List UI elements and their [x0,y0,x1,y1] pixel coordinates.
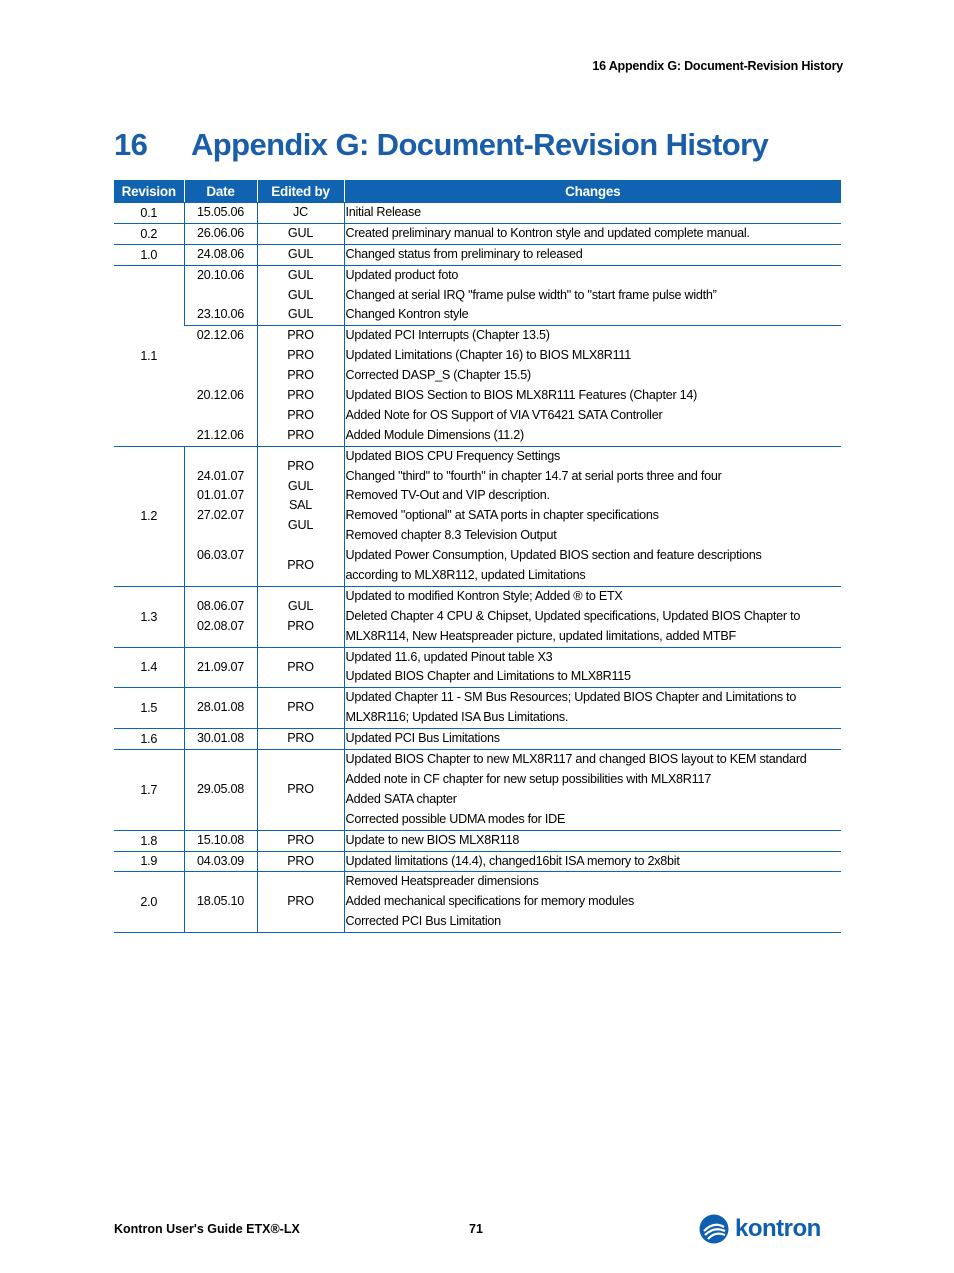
changes-cell [344,223,841,244]
changes-cell [344,688,841,729]
date-cell-line: 21.09.07 [196,659,245,674]
changes-cell [344,244,841,265]
editor-cell-line: GUL [287,246,314,261]
changes-cell-line: Added Note for OS Support of VIA VT6421 SATA Controller [345,407,663,422]
table-body [114,203,841,933]
table-row [114,830,841,851]
changes-cell-line: Updated BIOS Chapter to new MLX8R117 and changed BIOS layout to KEM standard [345,752,807,767]
changes-cell-line: Updated BIOS Chapter and Limitations to MLX8R115 [345,669,631,684]
page-title [114,127,768,163]
changes-cell-line: Added SATA chapter [345,791,457,806]
changes-cell-line: Changed Kontron style [345,307,469,322]
date-cell-line: 24.01.07 [196,468,245,483]
editor-cell [257,872,344,933]
changes-cell-line: Removed TV-Out and VIP description. [345,488,550,503]
changes-cell-line: according to MLX8R112, updated Limitations [345,568,586,583]
changes-cell-line: Updated 11.6, updated Pinout table X3 [345,649,553,664]
date-cell-line [185,286,257,306]
changes-cell [344,851,841,872]
date-cell-line [184,366,257,386]
revision-cell: 1.9 [114,851,184,872]
editor-cell-line: PRO [287,781,314,796]
table-row [114,326,841,446]
editor-cell-line: PRO [287,328,314,343]
editor-cell [257,265,344,326]
revision-cell: 1.2 [114,446,184,586]
date-cell [184,326,257,446]
table-row [114,750,841,831]
date-cell [184,203,257,224]
changes-cell-line: Updated PCI Bus Limitations [345,731,500,746]
editor-cell [257,326,344,446]
editor-cell-line: GUL [287,307,314,322]
page-number: 71 [469,1222,483,1236]
editor-cell-line: GUL [287,287,314,302]
changes-cell-line: Added mechanical specifications for memory modules [345,894,634,909]
changes-cell-line: Updated Power Consumption, Updated BIOS section and feature descriptions [345,548,762,563]
footer-doc-title: Kontron User's Guide ETX®-LX [114,1222,300,1236]
revision-cell: 0.1 [114,203,184,224]
date-cell-line: 01.01.07 [196,488,245,503]
editor-cell-line: PRO [287,388,314,403]
table-row [114,265,841,326]
revision-cell: 1.0 [114,244,184,265]
editor-cell-line: PRO [287,731,314,746]
date-cell-line: 08.06.07 [196,598,245,613]
table-row [114,872,841,933]
editor-cell-line: PRO [287,558,314,573]
editor-cell [257,830,344,851]
table-row [114,851,841,872]
revision-cell: 1.1 [114,265,184,446]
header-edited-by: Edited by [257,180,344,203]
date-cell [184,688,257,729]
date-cell-line: 23.10.06 [196,307,245,322]
editor-cell-line: PRO [287,458,314,473]
revision-history-table [114,180,841,933]
changes-cell-line: Removed chapter 8.3 Television Output [345,528,557,543]
editor-cell [257,223,344,244]
changes-cell [344,872,841,933]
editor-cell [257,750,344,831]
changes-cell-line: Changed at serial IRQ "frame pulse width" to "start frame pulse width” [345,287,717,302]
date-cell-line: 15.10.08 [196,832,245,847]
date-cell [184,265,257,326]
date-cell-line: 21.12.06 [196,427,244,442]
editor-cell-line: PRO [287,407,314,422]
changes-cell-line: Corrected PCI Bus Limitation [345,914,501,929]
editor-cell-line: GUL [287,225,314,240]
editor-cell [257,851,344,872]
date-cell [184,729,257,750]
editor-cell-line: PRO [287,427,314,442]
table-row [114,446,841,586]
editor-cell-line: GUL [287,598,314,613]
date-cell-line: 28.01.08 [196,700,245,715]
changes-cell-line: Updated PCI Interrupts (Chapter 13.5) [345,328,550,343]
date-cell-line: 30.01.08 [196,731,245,746]
editor-cell-line: PRO [287,659,314,674]
revision-cell: 1.7 [114,750,184,831]
changes-cell-line: Initial Release [345,205,421,219]
editor-cell-line: JC [293,205,308,219]
date-cell-line: 06.03.07 [196,548,245,563]
date-cell [184,830,257,851]
changes-cell-line: Changed status from preliminary to released [345,246,583,261]
changes-cell [344,750,841,831]
changes-cell-line: MLX8R114, New Heatspreader picture, updated limitations, added MTBF [345,628,736,643]
changes-cell-line: Update to new BIOS MLX8R118 [345,832,520,847]
changes-cell-line: Updated to modified Kontron Style; Added ® to ETX [345,588,623,603]
table-row [114,586,841,647]
editor-cell [257,688,344,729]
editor-cell-line: PRO [287,894,314,909]
date-cell [184,647,257,688]
editor-cell-line: PRO [287,700,314,715]
changes-cell-line: Corrected possible UDMA modes for IDE [345,811,566,826]
date-cell-line: 27.02.07 [196,508,245,523]
changes-cell-line: MLX8R116; Updated ISA Bus Limitations. [345,710,569,725]
date-cell-line: 20.12.06 [196,388,244,403]
changes-cell-line: Removed Heatspreader dimensions [345,874,539,889]
changes-cell-line: Updated Limitations (Chapter 16) to BIOS MLX8R111 [345,348,631,363]
table-row [114,203,841,224]
editor-cell [257,729,344,750]
changes-cell-line: Updated Chapter 11 - SM Bus Resources; Updated BIOS Chapter and Limitations to [345,690,797,705]
date-cell-line [185,526,257,546]
changes-cell-line: Added Module Dimensions (11.2) [345,427,524,442]
header-date: Date [184,180,257,203]
kontron-logo-icon [699,1214,729,1244]
date-cell [184,586,257,647]
changes-cell [344,586,841,647]
kontron-logo [699,1213,821,1245]
table-row [114,223,841,244]
changes-cell [344,265,841,326]
date-cell-line: 15.05.06 [196,205,245,219]
changes-cell [344,830,841,851]
editor-cell-line: PRO [287,853,314,868]
changes-cell [344,446,841,586]
revision-cell: 1.3 [114,586,184,647]
changes-cell [344,203,841,224]
editor-cell-line [258,536,344,556]
editor-cell [257,586,344,647]
date-cell [184,446,257,586]
revision-cell: 0.2 [114,223,184,244]
editor-cell-line: SAL [288,498,313,513]
changes-cell-line: Added note in CF chapter for new setup possibilities with MLX8R117 [345,771,711,786]
editor-cell-line: PRO [287,832,314,847]
date-cell-line [184,346,257,366]
date-cell [184,223,257,244]
editor-cell-line: PRO [287,348,314,363]
date-cell [184,851,257,872]
table-row [114,688,841,729]
editor-cell [257,203,344,224]
revision-cell: 1.5 [114,688,184,729]
section-title: Appendix G: Document-Revision History [191,127,769,162]
table-row [114,729,841,750]
date-cell-line: 29.05.08 [196,781,245,796]
changes-cell-line: Updated limitations (14.4), changed16bit ISA memory to 2x8bit [345,853,680,868]
changes-cell-line: Corrected DASP_S (Chapter 15.5) [345,368,531,383]
editor-cell-line: GUL [287,518,314,533]
editor-cell [257,446,344,586]
table-row [114,244,841,265]
date-cell [184,750,257,831]
editor-cell-line: PRO [287,368,314,383]
editor-cell [257,647,344,688]
date-cell-line: 02.12.06 [196,328,244,343]
changes-cell [344,729,841,750]
editor-cell-line: GUL [287,267,314,282]
editor-cell-line: PRO [287,618,314,633]
date-cell-line: 26.06.06 [196,225,245,240]
changes-cell-line: Updated BIOS Section to BIOS MLX8R111 Features (Chapter 14) [345,388,698,403]
date-cell-line: 02.08.07 [196,618,245,633]
running-header: 16 Appendix G: Document-Revision History [592,59,843,73]
date-cell-line: 24.08.06 [196,246,245,261]
revision-cell: 1.6 [114,729,184,750]
header-revision: Revision [114,180,184,203]
header-changes: Changes [344,180,841,203]
changes-cell-line: Deleted Chapter 4 CPU & Chipset, Updated specifications, Updated BIOS Chapter to [345,608,801,623]
table-header-row [114,180,841,203]
date-cell-line: 18.05.10 [196,894,245,909]
kontron-wordmark: kontron [735,1215,821,1242]
changes-cell [344,326,841,446]
changes-cell [344,647,841,688]
editor-cell-line: GUL [287,478,314,493]
changes-cell-line: Created preliminary manual to Kontron style and updated complete manual. [345,225,750,240]
table-row [114,647,841,688]
changes-cell-line: Changed "third" to "fourth" in chapter 14.7 at serial ports three and four [345,468,722,483]
revision-cell: 2.0 [114,872,184,933]
revision-cell: 1.4 [114,647,184,688]
section-number: 16 [114,127,148,162]
editor-cell [257,244,344,265]
revision-cell: 1.8 [114,830,184,851]
date-cell-line [184,406,257,426]
date-cell-line: 20.10.06 [196,267,245,282]
changes-cell-line: Updated BIOS CPU Frequency Settings [345,448,561,463]
changes-cell-line: Removed "optional" at SATA ports in chapter specifications [345,508,659,523]
date-cell [184,244,257,265]
date-cell [184,872,257,933]
changes-cell-line: Updated product foto [345,267,459,282]
date-cell-line: 04.03.09 [196,853,245,868]
